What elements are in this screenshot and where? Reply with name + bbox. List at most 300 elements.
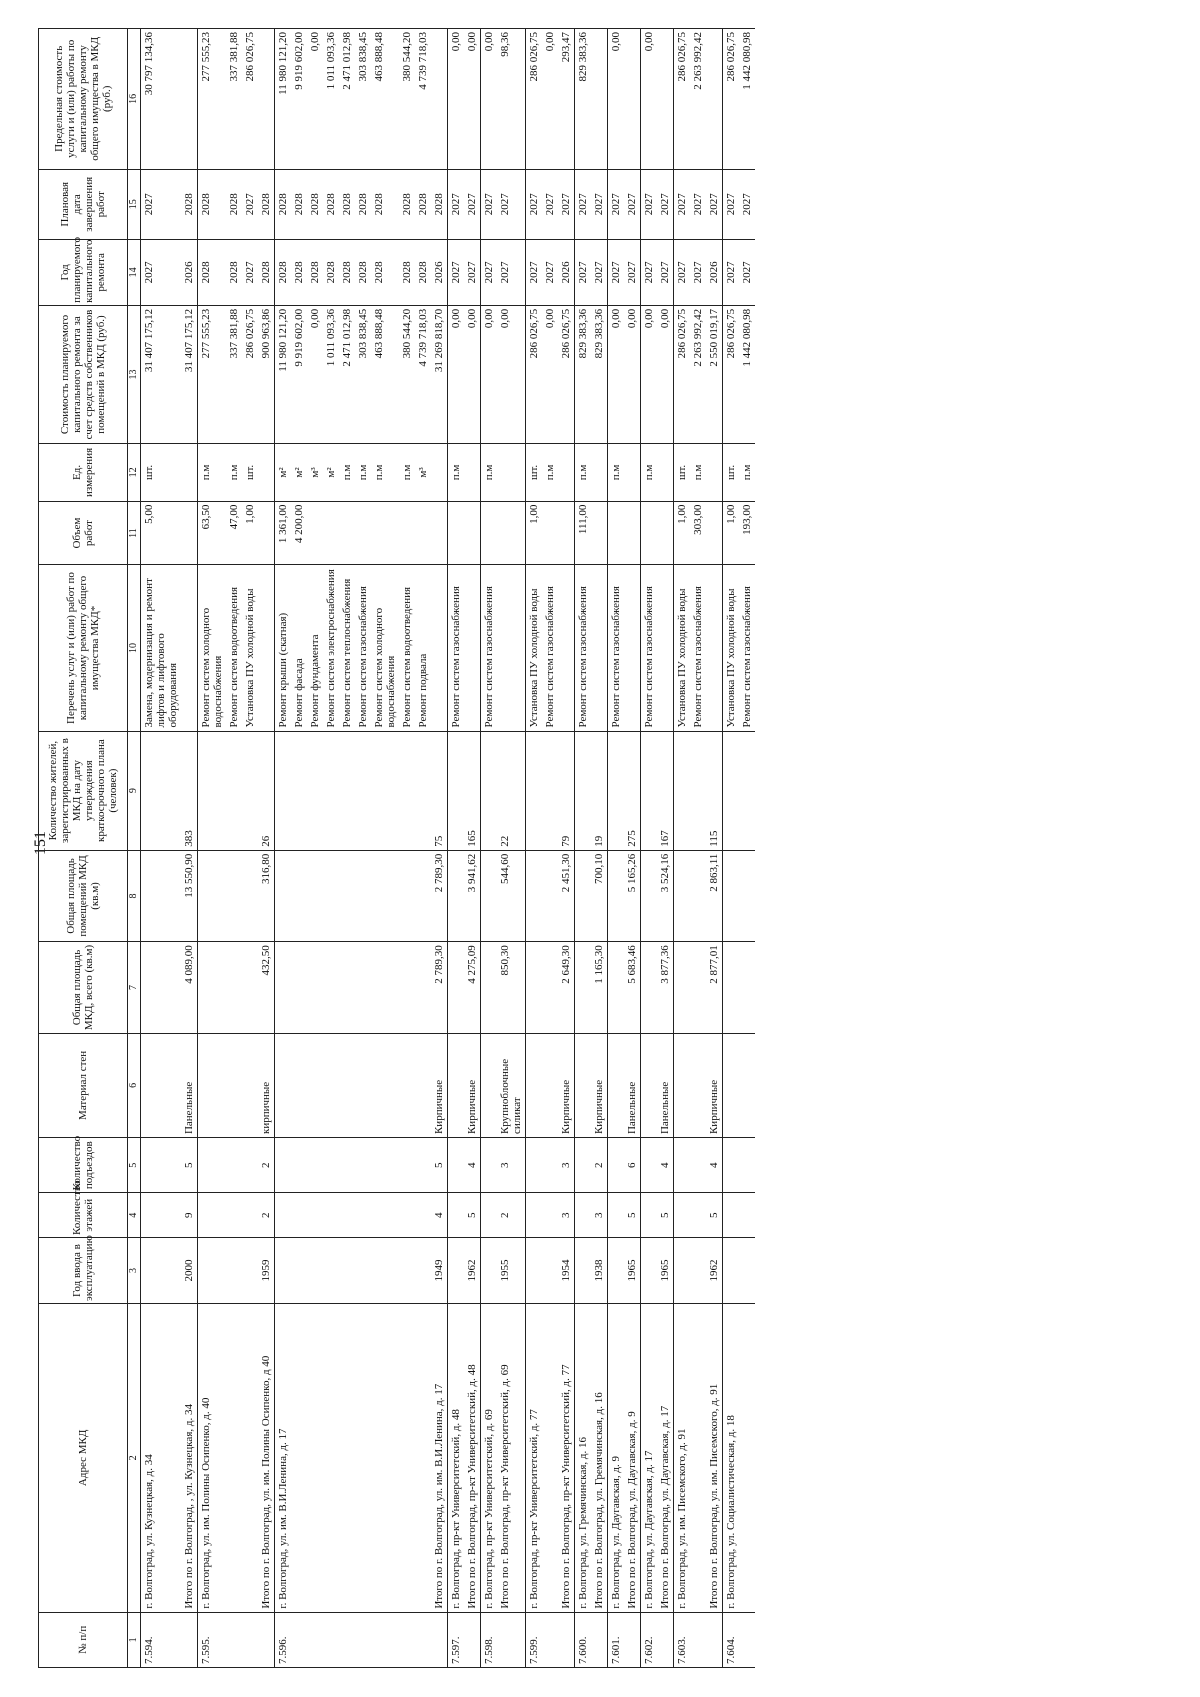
table-cell bbox=[674, 1138, 691, 1193]
table-cell: 0,00 bbox=[542, 305, 558, 443]
table-cell bbox=[141, 1193, 182, 1238]
total-row bbox=[591, 29, 608, 1668]
table-cell bbox=[339, 1612, 355, 1667]
table-cell bbox=[575, 850, 592, 942]
table-cell bbox=[355, 1033, 371, 1137]
table-cell: 286 026,75 bbox=[526, 305, 543, 443]
table-cell bbox=[723, 942, 740, 1034]
table-cell: 2027 bbox=[448, 239, 465, 305]
table-cell: 31 407 175,12 bbox=[181, 305, 198, 443]
table-cell: 19 bbox=[591, 731, 608, 850]
table-cell: 2026 bbox=[431, 239, 448, 305]
table-cell bbox=[624, 1612, 641, 1667]
table-cell bbox=[739, 1138, 755, 1193]
table-cell: п.м bbox=[198, 444, 227, 501]
table-cell bbox=[415, 1612, 431, 1667]
table-cell: 2026 bbox=[706, 239, 723, 305]
total-row bbox=[464, 29, 481, 1668]
table-cell bbox=[258, 29, 275, 170]
table-cell: 0,00 bbox=[608, 29, 625, 170]
table-cell: 2 877,01 bbox=[706, 942, 723, 1034]
table-cell: 544,60 bbox=[497, 850, 526, 942]
table-cell bbox=[464, 1612, 481, 1667]
table-cell: 4 739 718,03 bbox=[415, 305, 431, 443]
table-cell bbox=[258, 1612, 275, 1667]
table-cell: п.м bbox=[339, 444, 355, 501]
table-cell: 5 bbox=[181, 1138, 198, 1193]
table-cell: Ремонт фасада bbox=[291, 565, 307, 731]
table-cell bbox=[226, 1033, 242, 1137]
table-cell bbox=[674, 1238, 691, 1304]
table-cell bbox=[526, 1033, 543, 1137]
table-cell bbox=[624, 29, 641, 170]
table-cell bbox=[415, 1304, 431, 1613]
table-cell bbox=[355, 731, 371, 850]
table-cell: 3 bbox=[497, 1138, 526, 1193]
table-cell: 0,00 bbox=[657, 305, 674, 443]
table-cell bbox=[226, 1238, 242, 1304]
table-cell bbox=[371, 1138, 399, 1193]
table-cell: 7.601. bbox=[608, 1612, 625, 1667]
table-cell: 1962 bbox=[464, 1238, 481, 1304]
table-cell bbox=[448, 731, 465, 850]
table-cell bbox=[739, 1193, 755, 1238]
table-cell bbox=[542, 850, 558, 942]
table-cell: 700,10 bbox=[591, 850, 608, 942]
table-cell bbox=[542, 1238, 558, 1304]
table-cell bbox=[608, 1138, 625, 1193]
table-cell bbox=[307, 1612, 323, 1667]
table-cell bbox=[415, 731, 431, 850]
table-cell: 850,30 bbox=[497, 942, 526, 1034]
table-cell: 2027 bbox=[448, 169, 465, 239]
table-cell bbox=[242, 1193, 258, 1238]
table-row bbox=[608, 29, 625, 1668]
table-cell: 2027 bbox=[739, 169, 755, 239]
table-cell: 2027 bbox=[591, 169, 608, 239]
table-cell bbox=[674, 942, 691, 1034]
table-cell: Ремонт систем холодного водоснабжения bbox=[198, 565, 227, 731]
table-cell bbox=[399, 1238, 415, 1304]
table-cell: 2028 bbox=[415, 239, 431, 305]
table-cell bbox=[181, 29, 198, 170]
table-cell: Итого по г. Волгоград, пр-кт Университетский, д. 77 bbox=[558, 1304, 575, 1613]
table-cell bbox=[181, 1612, 198, 1667]
table-cell: 286 026,75 bbox=[674, 305, 691, 443]
table-cell bbox=[415, 1033, 431, 1137]
column-header: Количество подъездов bbox=[39, 1138, 128, 1193]
table-cell bbox=[226, 850, 242, 942]
table-cell bbox=[641, 1033, 658, 1137]
table-cell: 0,00 bbox=[307, 305, 323, 443]
table-cell: 4 089,00 bbox=[181, 942, 198, 1034]
table-cell: 2028 bbox=[431, 169, 448, 239]
table-cell bbox=[226, 1193, 242, 1238]
table-cell bbox=[481, 1238, 498, 1304]
table-cell: 0,00 bbox=[624, 305, 641, 443]
table-cell: Кирпичные bbox=[591, 1033, 608, 1137]
table-cell: м³ bbox=[415, 444, 431, 501]
table-cell bbox=[608, 1238, 625, 1304]
table-cell bbox=[431, 501, 448, 565]
table-cell bbox=[591, 565, 608, 731]
table-cell bbox=[558, 501, 575, 565]
table-cell: м² bbox=[323, 444, 339, 501]
table-cell: 1 165,30 bbox=[591, 942, 608, 1034]
table-cell bbox=[415, 942, 431, 1034]
table-cell: кирпичные bbox=[258, 1033, 275, 1137]
table-cell bbox=[591, 29, 608, 170]
table-cell: 2028 bbox=[355, 239, 371, 305]
table-cell: 2027 bbox=[624, 239, 641, 305]
table-cell bbox=[448, 850, 465, 942]
table-cell: 303 838,45 bbox=[355, 29, 371, 170]
table-cell bbox=[291, 1238, 307, 1304]
table-cell: 2028 bbox=[291, 169, 307, 239]
table-cell bbox=[226, 1612, 242, 1667]
column-header: Ед. измерения bbox=[39, 444, 128, 501]
table-cell: Ремонт систем холодного водоснабжения bbox=[371, 565, 399, 731]
table-row bbox=[371, 29, 399, 1668]
column-number: 10 bbox=[128, 565, 141, 731]
table-cell: 4 200,00 bbox=[291, 501, 307, 565]
table-cell bbox=[739, 1033, 755, 1137]
table-cell: 286 026,75 bbox=[526, 29, 543, 170]
total-row bbox=[558, 29, 575, 1668]
table-cell bbox=[690, 731, 706, 850]
table-cell bbox=[181, 444, 198, 501]
column-number: 12 bbox=[128, 444, 141, 501]
table-cell bbox=[242, 1138, 258, 1193]
table-cell: п.м bbox=[575, 444, 592, 501]
table-cell: 5 bbox=[624, 1193, 641, 1238]
table-cell: Итого по г. Волгоград, , ул. Кузнецкая, д. 34 bbox=[181, 1304, 198, 1613]
table-cell bbox=[591, 1612, 608, 1667]
table-cell: 2027 bbox=[575, 169, 592, 239]
table-row bbox=[198, 29, 227, 1668]
table-cell: 2028 bbox=[198, 169, 227, 239]
column-header: Стоимость планируемого капитального ремонта за счет средств собственников помещений в МКД (руб.) bbox=[39, 305, 128, 443]
table-cell bbox=[464, 565, 481, 731]
table-row bbox=[141, 29, 182, 1668]
table-cell: п.м bbox=[739, 444, 755, 501]
table-cell: 463 888,48 bbox=[371, 29, 399, 170]
table-cell: 2 550 019,17 bbox=[706, 305, 723, 443]
table-cell bbox=[558, 444, 575, 501]
table-cell: 2028 bbox=[339, 169, 355, 239]
table-cell bbox=[399, 1304, 415, 1613]
table-cell: 2028 bbox=[323, 239, 339, 305]
table-cell bbox=[481, 1193, 498, 1238]
table-cell: 11 980 121,20 bbox=[275, 305, 292, 443]
table-cell bbox=[690, 1304, 706, 1613]
table-cell bbox=[275, 1033, 292, 1137]
table-cell: 286 026,75 bbox=[242, 305, 258, 443]
table-cell: 303,00 bbox=[690, 501, 706, 565]
table-cell bbox=[198, 1033, 227, 1137]
table-cell: п.м bbox=[399, 444, 415, 501]
table-cell bbox=[371, 731, 399, 850]
table-cell bbox=[657, 444, 674, 501]
table-cell: Ремонт систем теплоснабжения bbox=[339, 565, 355, 731]
table-cell: 1,00 bbox=[526, 501, 543, 565]
table-cell: 286 026,75 bbox=[558, 305, 575, 443]
table-cell bbox=[399, 501, 415, 565]
table-cell: 5 bbox=[706, 1193, 723, 1238]
table-cell: 1962 bbox=[706, 1238, 723, 1304]
table-row bbox=[399, 29, 415, 1668]
table-cell bbox=[641, 1193, 658, 1238]
column-number: 5 bbox=[128, 1138, 141, 1193]
table-cell: 277 555,23 bbox=[198, 305, 227, 443]
table-cell bbox=[198, 1138, 227, 1193]
table-cell: г. Волгоград, пр-кт Университетский, д. 48 bbox=[448, 1304, 465, 1613]
table-cell: 31 269 818,70 bbox=[431, 305, 448, 443]
table-cell: 2028 bbox=[371, 169, 399, 239]
table-cell: 5 bbox=[431, 1138, 448, 1193]
table-cell: 2 789,30 bbox=[431, 942, 448, 1034]
table-cell bbox=[355, 850, 371, 942]
table-cell: 1965 bbox=[624, 1238, 641, 1304]
column-number: 3 bbox=[128, 1238, 141, 1304]
table-cell: 2027 bbox=[723, 239, 740, 305]
table-cell: 0,00 bbox=[481, 29, 498, 170]
table-cell: 2027 bbox=[591, 239, 608, 305]
table-cell bbox=[608, 1193, 625, 1238]
table-cell bbox=[431, 444, 448, 501]
table-cell bbox=[591, 444, 608, 501]
table-cell bbox=[542, 1033, 558, 1137]
table-cell bbox=[575, 942, 592, 1034]
table-cell bbox=[448, 1138, 465, 1193]
table-cell: 7.597. bbox=[448, 1612, 465, 1667]
column-number: 4 bbox=[128, 1193, 141, 1238]
table-cell: 2027 bbox=[141, 169, 182, 239]
table-cell bbox=[242, 1033, 258, 1137]
table-cell: 2 263 992,42 bbox=[690, 305, 706, 443]
table-cell: 383 bbox=[181, 731, 198, 850]
table-cell: 1955 bbox=[497, 1238, 526, 1304]
table-cell: 5 165,26 bbox=[624, 850, 641, 942]
table-cell bbox=[242, 850, 258, 942]
table-cell: 303 838,45 bbox=[355, 305, 371, 443]
table-cell: 2027 bbox=[464, 239, 481, 305]
table-cell: 2028 bbox=[275, 239, 292, 305]
table-cell bbox=[339, 942, 355, 1034]
table-cell bbox=[339, 1304, 355, 1613]
table-cell: 0,00 bbox=[448, 305, 465, 443]
table-cell bbox=[181, 565, 198, 731]
table-cell bbox=[723, 1193, 740, 1238]
table-cell: 900 963,86 bbox=[258, 305, 275, 443]
table-cell bbox=[258, 501, 275, 565]
table-cell bbox=[723, 731, 740, 850]
table-cell: Итого по г. Волгоград, пр-кт Университетский, д. 48 bbox=[464, 1304, 481, 1613]
total-row bbox=[657, 29, 674, 1668]
table-cell: 2028 bbox=[181, 169, 198, 239]
table-cell: п.м bbox=[542, 444, 558, 501]
table-cell bbox=[431, 1612, 448, 1667]
table-cell bbox=[355, 501, 371, 565]
table-cell: Ремонт систем водоотведения bbox=[399, 565, 415, 731]
table-cell: 9 919 602,00 bbox=[291, 29, 307, 170]
table-cell bbox=[657, 1612, 674, 1667]
table-row bbox=[307, 29, 323, 1668]
table-cell bbox=[399, 1033, 415, 1137]
table-cell: 1 011 093,36 bbox=[323, 29, 339, 170]
table-cell bbox=[323, 1238, 339, 1304]
table-cell: 2027 bbox=[497, 239, 526, 305]
table-cell: 9 bbox=[181, 1193, 198, 1238]
table-cell: Итого по г. Волгоград, ул. Даугавская, д. 17 bbox=[657, 1304, 674, 1613]
table-cell bbox=[291, 850, 307, 942]
column-number: 1 bbox=[128, 1612, 141, 1667]
table-cell bbox=[258, 565, 275, 731]
table-cell bbox=[674, 1033, 691, 1137]
table-cell: 3 bbox=[558, 1193, 575, 1238]
column-header: Перечень услуг и (или) работ по капитальному ремонту общего имущества МКД* bbox=[39, 565, 128, 731]
table-cell: 3 bbox=[558, 1138, 575, 1193]
table-cell bbox=[141, 1033, 182, 1137]
table-cell bbox=[141, 1238, 182, 1304]
table-cell bbox=[141, 942, 182, 1034]
table-cell bbox=[739, 731, 755, 850]
table-cell: п.м bbox=[371, 444, 399, 501]
table-cell: 2027 bbox=[242, 169, 258, 239]
table-cell: 75 bbox=[431, 731, 448, 850]
table-cell bbox=[608, 501, 625, 565]
column-header: Материал стен bbox=[39, 1033, 128, 1137]
table-cell bbox=[608, 1033, 625, 1137]
table-cell: 2027 bbox=[141, 239, 182, 305]
table-cell: Ремонт систем газоснабжения bbox=[481, 565, 498, 731]
table-row bbox=[226, 29, 242, 1668]
table-cell: 2027 bbox=[608, 239, 625, 305]
table-cell bbox=[624, 444, 641, 501]
table-cell: 4 739 718,03 bbox=[415, 29, 431, 170]
table-cell: 2027 bbox=[723, 169, 740, 239]
column-number: 11 bbox=[128, 501, 141, 565]
table-row bbox=[674, 29, 691, 1668]
table-cell: 1 011 093,36 bbox=[323, 305, 339, 443]
table-cell: п.м bbox=[481, 444, 498, 501]
table-cell: Итого по г. Волгоград, ул. им. В.И.Ленина, д. 17 bbox=[431, 1304, 448, 1613]
table-cell bbox=[739, 1612, 755, 1667]
table-cell: 7.595. bbox=[198, 1612, 227, 1667]
table-cell: 0,00 bbox=[464, 305, 481, 443]
table-cell: 2027 bbox=[690, 169, 706, 239]
table-cell bbox=[307, 1033, 323, 1137]
table-cell: Панельные bbox=[657, 1033, 674, 1137]
table-cell bbox=[690, 1612, 706, 1667]
table-cell: 2027 bbox=[542, 169, 558, 239]
table-cell: 1965 bbox=[657, 1238, 674, 1304]
table-cell: 2027 bbox=[739, 239, 755, 305]
table-row bbox=[575, 29, 592, 1668]
table-cell bbox=[497, 501, 526, 565]
table-cell: 2028 bbox=[291, 239, 307, 305]
table-cell: 337 381,88 bbox=[226, 305, 242, 443]
table-cell: 7.600. bbox=[575, 1612, 592, 1667]
table-cell: 463 888,48 bbox=[371, 305, 399, 443]
table-cell bbox=[481, 731, 498, 850]
table-cell bbox=[448, 1238, 465, 1304]
table-cell: 47,00 bbox=[226, 501, 242, 565]
table-cell bbox=[371, 501, 399, 565]
table-cell: Замена, модернизация и ремонт лифтов и лифтового оборудования bbox=[141, 565, 182, 731]
table-cell: 2 bbox=[258, 1193, 275, 1238]
total-row bbox=[258, 29, 275, 1668]
table-cell: 1,00 bbox=[723, 501, 740, 565]
table-cell: Итого по г. Волгоград, ул. Даугавская, д. 9 bbox=[624, 1304, 641, 1613]
table-cell bbox=[307, 1238, 323, 1304]
table-cell bbox=[464, 444, 481, 501]
table-cell: 829 383,36 bbox=[575, 29, 592, 170]
table-cell: 0,00 bbox=[464, 29, 481, 170]
table-cell: Ремонт крыши (скатная) bbox=[275, 565, 292, 731]
table-cell bbox=[371, 1612, 399, 1667]
table-cell: 2 263 992,42 bbox=[690, 29, 706, 170]
table-cell bbox=[323, 1138, 339, 1193]
table-cell bbox=[526, 850, 543, 942]
table-cell: м³ bbox=[307, 444, 323, 501]
table-cell bbox=[690, 850, 706, 942]
table-cell: Кирпичные bbox=[706, 1033, 723, 1137]
table-cell: Ремонт систем газоснабжения bbox=[608, 565, 625, 731]
table-cell: 4 bbox=[657, 1138, 674, 1193]
table-cell bbox=[226, 1138, 242, 1193]
table-cell: 293,47 bbox=[558, 29, 575, 170]
table-cell: 2028 bbox=[258, 169, 275, 239]
table-cell: 5 bbox=[657, 1193, 674, 1238]
table-cell: 7.599. bbox=[526, 1612, 543, 1667]
table-row bbox=[275, 29, 292, 1668]
table-cell bbox=[198, 942, 227, 1034]
column-header: Объем работ bbox=[39, 501, 128, 565]
table-cell bbox=[706, 501, 723, 565]
table-cell: 193,00 bbox=[739, 501, 755, 565]
table-cell: 7.603. bbox=[674, 1612, 691, 1667]
table-cell bbox=[226, 942, 242, 1034]
table-cell bbox=[526, 1193, 543, 1238]
table-cell bbox=[448, 942, 465, 1034]
table-cell bbox=[497, 444, 526, 501]
table-cell: 2027 bbox=[641, 169, 658, 239]
column-number: 16 bbox=[128, 29, 141, 170]
table-cell bbox=[448, 1033, 465, 1137]
table-cell: м² bbox=[275, 444, 292, 501]
table-cell: 3 bbox=[591, 1193, 608, 1238]
table-cell: 165 bbox=[464, 731, 481, 850]
table-cell: 1,00 bbox=[242, 501, 258, 565]
table-cell: 2027 bbox=[481, 169, 498, 239]
table-cell bbox=[415, 501, 431, 565]
table-cell: Ремонт систем газоснабжения bbox=[739, 565, 755, 731]
table-cell bbox=[641, 501, 658, 565]
table-cell: 111,00 bbox=[575, 501, 592, 565]
table-cell bbox=[481, 1033, 498, 1137]
table-cell bbox=[291, 1193, 307, 1238]
table-cell bbox=[608, 942, 625, 1034]
table-cell bbox=[339, 1033, 355, 1137]
table-cell bbox=[690, 1033, 706, 1137]
table-row bbox=[481, 29, 498, 1668]
table-cell: 5 683,46 bbox=[624, 942, 641, 1034]
table-cell bbox=[323, 850, 339, 942]
table-cell bbox=[608, 850, 625, 942]
table-cell bbox=[415, 850, 431, 942]
table-row bbox=[542, 29, 558, 1668]
